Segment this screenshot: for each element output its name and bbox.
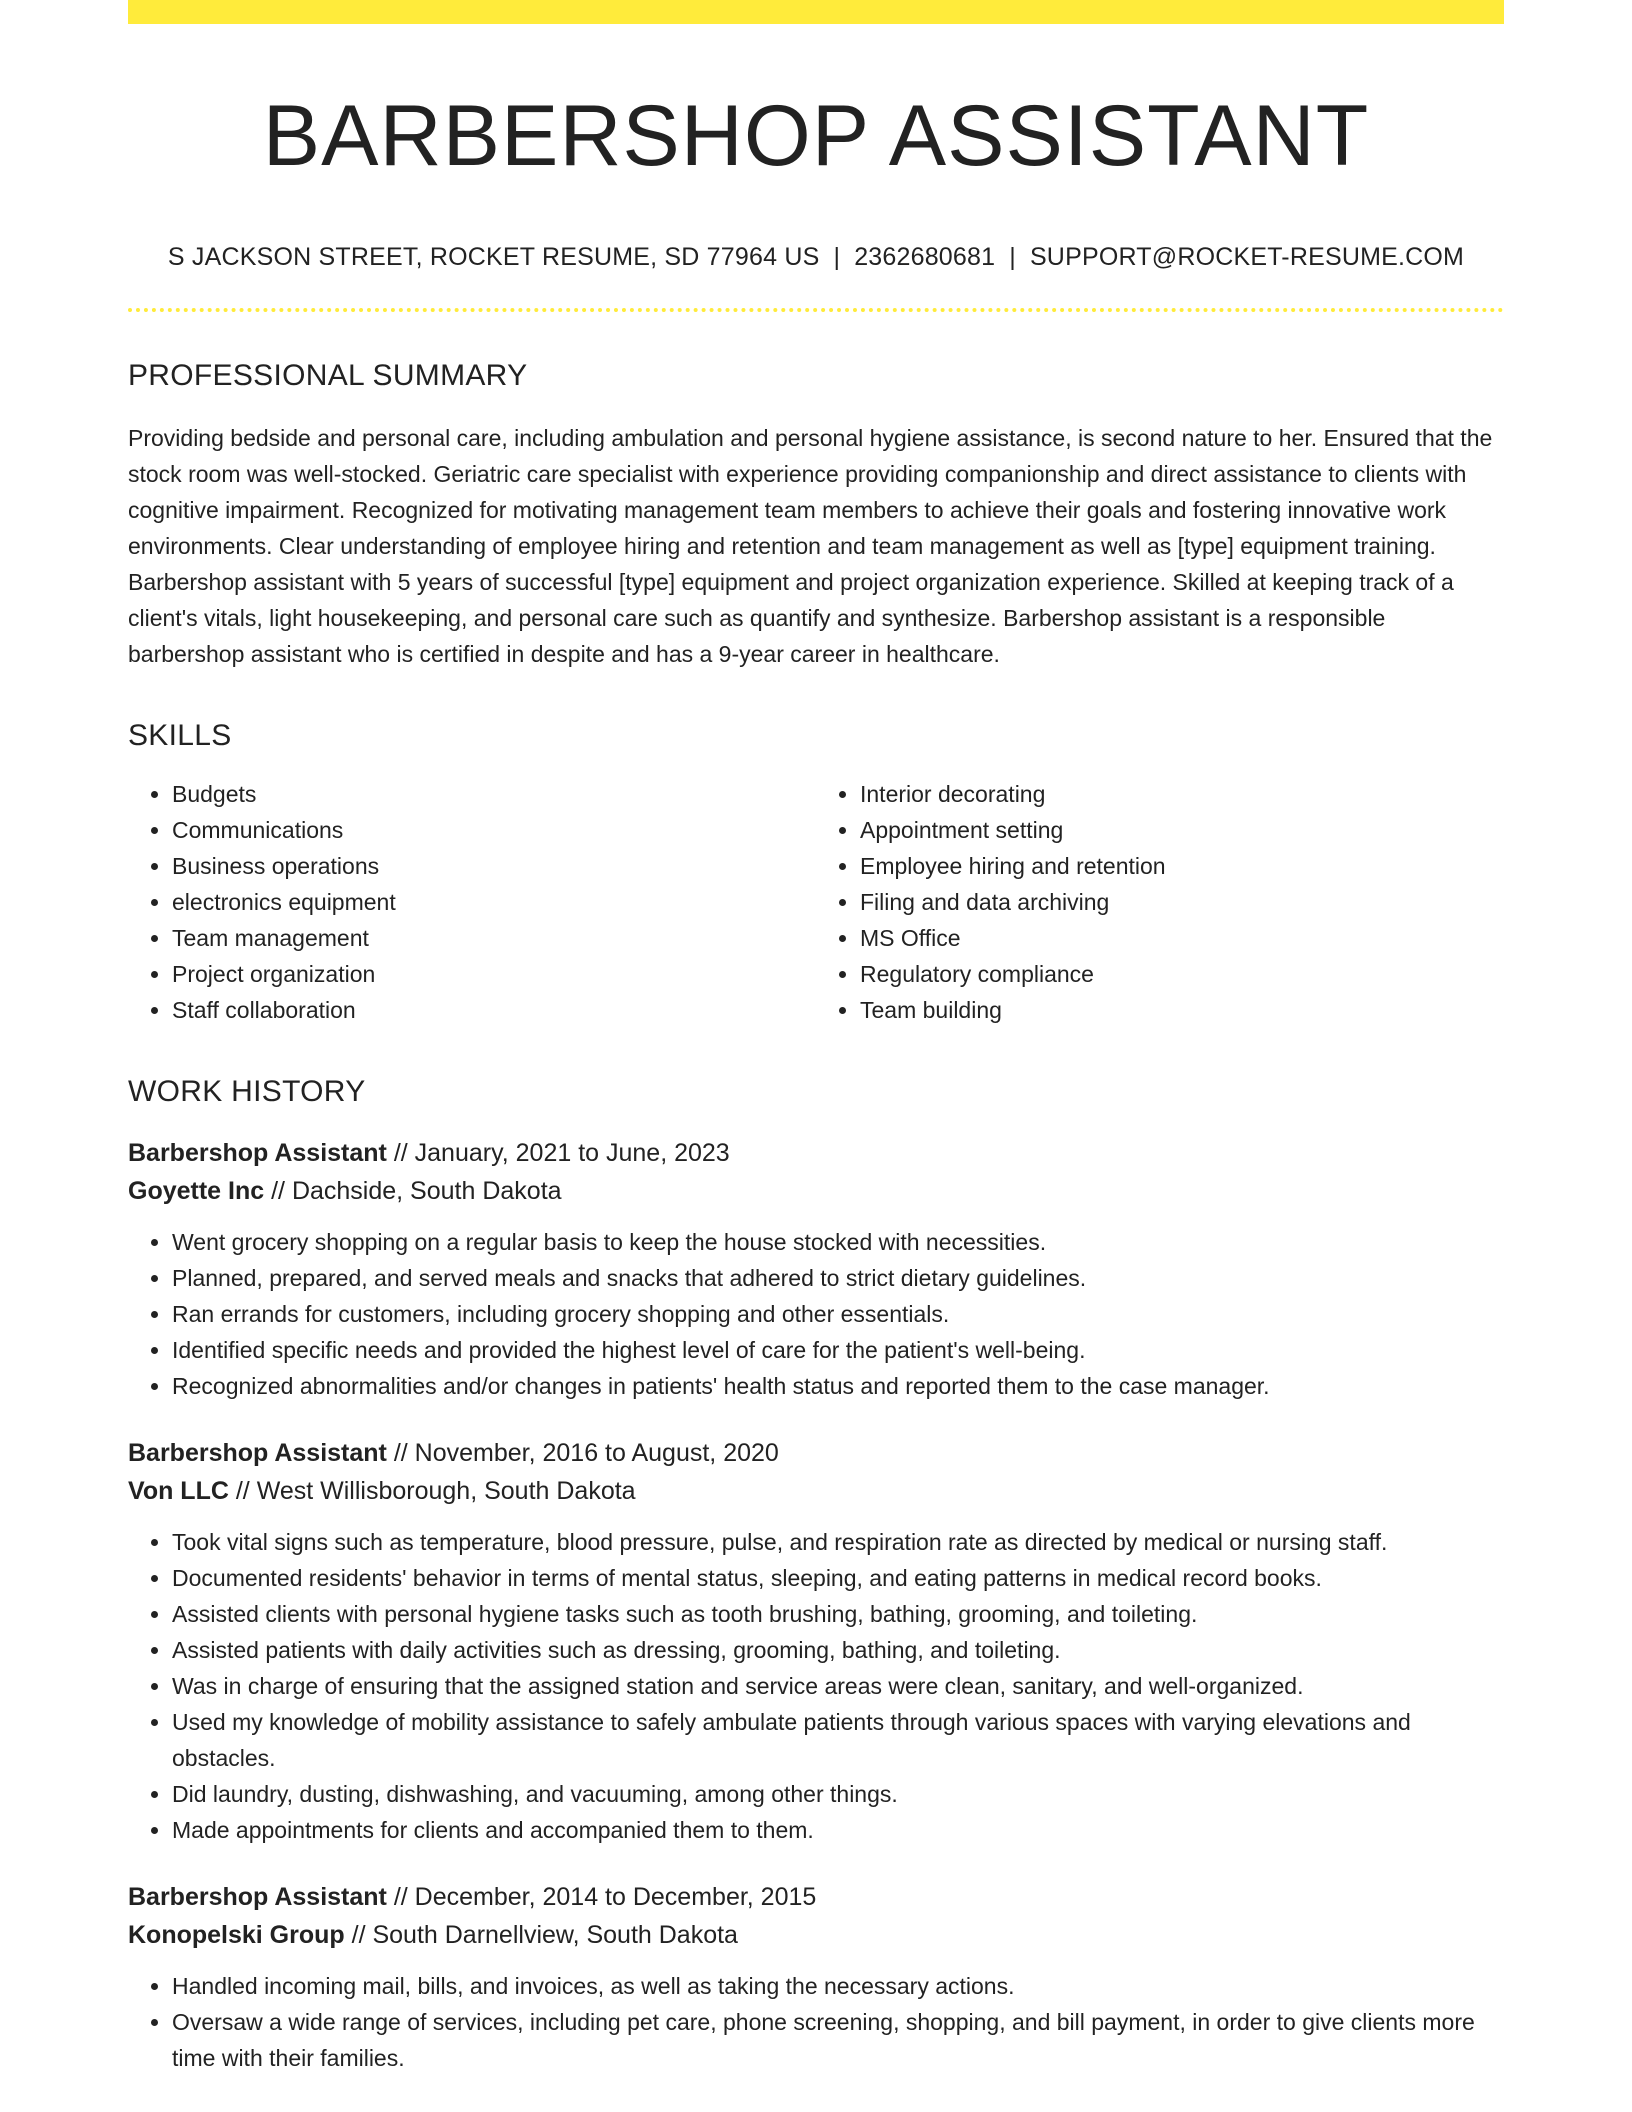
job-bullet: • Identified specific needs and provided the highest level of care for the patient's well-being. — [172, 1332, 1504, 1368]
skills-list — [128, 776, 1504, 1028]
phone: 2362680681 — [854, 243, 996, 271]
job-bullet: • Went grocery shopping on a regular basis to keep the house stocked with necessities. — [172, 1224, 1504, 1260]
job-bullets — [128, 1224, 1504, 1404]
job-bullet: • Assisted clients with personal hygiene tasks such as tooth brushing, bathing, grooming, and toileting. — [172, 1596, 1504, 1632]
job-bullets — [128, 1524, 1504, 1848]
job-bullet: • Did laundry, dusting, dishwashing, and vacuuming, among other things. — [172, 1776, 1504, 1812]
job-bullet: • Ran errands for customers, including grocery shopping and other essentials. — [172, 1296, 1504, 1332]
skill-item: • Budgets — [172, 776, 816, 812]
job-title: Barbershop Assistant — [128, 1439, 387, 1467]
skill-item: • Team management — [172, 920, 816, 956]
job-bullet: • Oversaw a wide range of services, including pet care, phone screening, shopping, and bill payment, in order to give clients more time with their families. — [172, 2004, 1504, 2076]
job-bullet: • Assisted patients with daily activities such as dressing, grooming, bathing, and toileting. — [172, 1632, 1504, 1668]
skills-heading: SKILLS — [128, 719, 232, 752]
work-history-heading: WORK HISTORY — [128, 1075, 366, 1108]
company-location: // South Darnellview, South Dakota — [344, 1921, 738, 1949]
contact-line — [128, 240, 1504, 274]
job-bullet: • Used my knowledge of mobility assistance to safely ambulate patients through various spaces with varying elevations and obstacles. — [172, 1704, 1504, 1776]
job-entry — [128, 1434, 1504, 1848]
skill-item: • Team building — [860, 992, 1504, 1028]
email-link[interactable]: SUPPORT@ROCKET-RESUME.COM — [1029, 243, 1465, 271]
skill-item: • Project organization — [172, 956, 816, 992]
job-title-line — [128, 1434, 1504, 1472]
work-history-list — [128, 1134, 1504, 2076]
skill-item: • Communications — [172, 812, 816, 848]
summary-heading: PROFESSIONAL SUMMARY — [128, 359, 528, 392]
skills-column-right — [816, 776, 1504, 1028]
skill-item: • Business operations — [172, 848, 816, 884]
company-line — [128, 1172, 1504, 1210]
job-title-line — [128, 1134, 1504, 1172]
company-location: // Dachside, South Dakota — [264, 1177, 562, 1205]
company-line — [128, 1472, 1504, 1510]
job-title: Barbershop Assistant — [128, 1883, 387, 1911]
job-title-line — [128, 1878, 1504, 1916]
job-bullet: • Took vital signs such as temperature, blood pressure, pulse, and respiration rate as directed by medical or nursing staff. — [172, 1524, 1504, 1560]
resume-title: BARBERSHOP ASSISTANT — [262, 88, 1370, 184]
summary-text: Providing bedside and personal care, including ambulation and personal hygiene assistance, is second nature to her. Ensured that the stock room was well-stocked. Geriatric care specialist with experience providing companionship and direct assistance to clients with cognitive impairment. Recognized for motivating management team members to achieve their goals and fostering innovative work environments. Clear understanding of employee hiring and retention and team management as well as [type] equipment training. Barbershop assistant with 5 years of successful [type] equipment and project organization experience. Skilled at keeping track of a client's vitals, light housekeeping, and personal care such as quantify and synthesize. Barbershop assistant is a responsible barbershop assistant who is certified in despite and has a 9-year career in healthcare. — [128, 425, 1493, 667]
address: S JACKSON STREET, ROCKET RESUME, SD 77964 US — [167, 243, 820, 271]
skill-item: • MS Office — [860, 920, 1504, 956]
job-entry — [128, 1134, 1504, 1404]
skill-item: • Employee hiring and retention — [860, 848, 1504, 884]
job-dates: // December, 2014 to December, 2015 — [386, 1883, 817, 1911]
company-location: // West Willisborough, South Dakota — [228, 1477, 636, 1505]
job-bullet: • Documented residents' behavior in terms of mental status, sleeping, and eating patterns in medical record books. — [172, 1560, 1504, 1596]
skill-item: • Appointment setting — [860, 812, 1504, 848]
job-bullet: • Made appointments for clients and accompanied them to them. — [172, 1812, 1504, 1848]
resume-page — [128, 0, 1504, 2106]
top-accent-bar — [128, 0, 1504, 24]
job-title: Barbershop Assistant — [128, 1139, 387, 1167]
company-name: Goyette Inc — [128, 1177, 265, 1205]
dotted-divider — [128, 308, 1504, 312]
job-bullet: • Handled incoming mail, bills, and invoices, as well as taking the necessary actions. — [172, 1968, 1504, 2004]
separator: | — [833, 243, 841, 271]
separator: | — [1009, 243, 1016, 271]
skill-item: • electronics equipment — [172, 884, 816, 920]
company-line — [128, 1916, 1504, 1954]
skill-item: • Staff collaboration — [172, 992, 816, 1028]
job-entry — [128, 1878, 1504, 2076]
skill-item: • Filing and data archiving — [860, 884, 1504, 920]
company-name: Von LLC — [128, 1477, 229, 1505]
job-bullet: • Was in charge of ensuring that the assigned station and service areas were clean, sanitary, and well-organized. — [172, 1668, 1504, 1704]
job-bullet: • Planned, prepared, and served meals and snacks that adhered to strict dietary guidelines. — [172, 1260, 1504, 1296]
job-bullet: • Recognized abnormalities and/or changes in patients' health status and reported them to the case manager. — [172, 1368, 1504, 1404]
skill-item: • Interior decorating — [860, 776, 1504, 812]
skills-column-left — [128, 776, 816, 1028]
job-dates: // January, 2021 to June, 2023 — [386, 1139, 730, 1167]
job-dates: // November, 2016 to August, 2020 — [386, 1439, 779, 1467]
skill-item: • Regulatory compliance — [860, 956, 1504, 992]
company-name: Konopelski Group — [128, 1921, 345, 1949]
job-bullets — [128, 1968, 1504, 2076]
